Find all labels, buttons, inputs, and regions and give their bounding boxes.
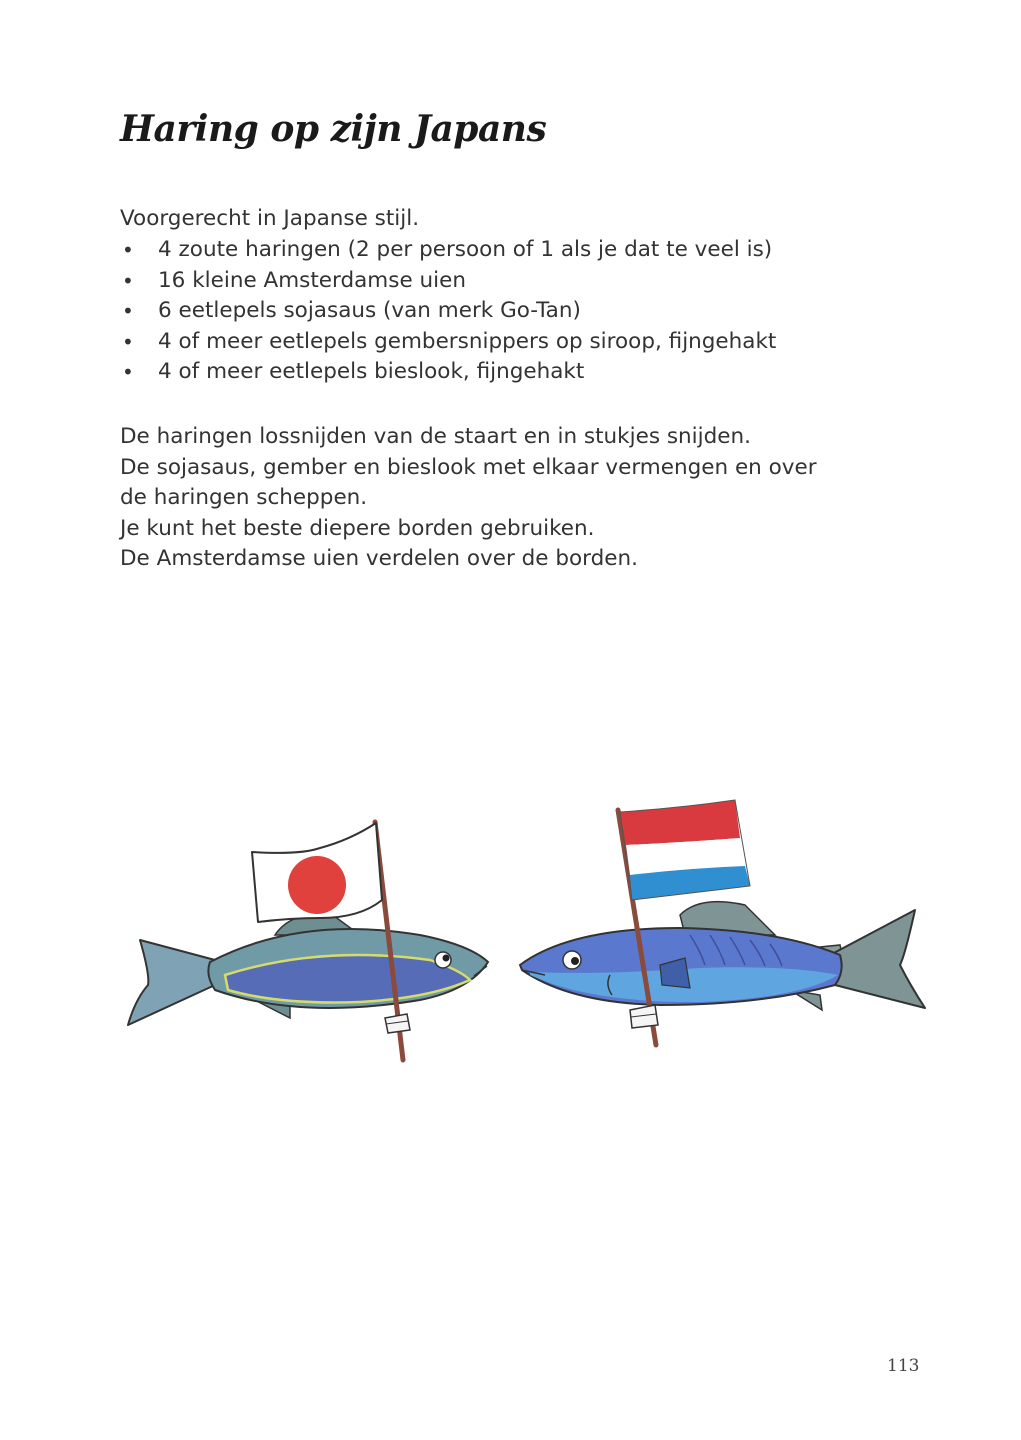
- ingredient-text: 4 zoute haringen (2 per persoon of 1 als je dat te veel is): [158, 237, 773, 262]
- instruction-line: De sojasaus, gember en bieslook met elkaar vermengen en over: [120, 454, 817, 480]
- list-item: [120, 235, 776, 266]
- bullet-icon: •: [122, 238, 134, 262]
- fish-illustration: [120, 790, 940, 1070]
- ingredient-text: 16 kleine Amsterdamse uien: [158, 267, 466, 293]
- instruction-line: De haringen lossnijden van de staart en in stukjes snijden.: [120, 424, 751, 449]
- instruction-line: de haringen scheppen.: [120, 485, 368, 511]
- ingredient-list: [120, 235, 776, 388]
- bullet-icon: •: [122, 299, 134, 324]
- bullet-icon: •: [122, 360, 134, 385]
- list-item: [120, 327, 776, 358]
- bullet-icon: •: [122, 329, 134, 354]
- page-number: 113: [887, 1356, 920, 1376]
- intro-text: Voorgerecht in Japanse stijl.: [120, 206, 420, 231]
- ingredient-text: 4 of meer eetlepels bieslook, fijngehakt: [158, 359, 585, 385]
- list-item: [120, 357, 776, 388]
- instruction-line: De Amsterdamse uien verdelen over de borden.: [120, 546, 638, 572]
- dutch-fish-icon: [520, 902, 925, 1010]
- instructions: [120, 422, 950, 575]
- instruction-line: Je kunt het beste diepere borden gebruiken.: [120, 515, 595, 541]
- japanese-fish-icon: [128, 913, 488, 1025]
- list-item: [120, 296, 776, 327]
- bullet-icon: •: [122, 268, 134, 293]
- ingredient-text: 4 of meer eetlepels gembersnippers op siroop, fijngehakt: [158, 328, 777, 354]
- ingredient-text: 6 eetlepels sojasaus (van merk Go-Tan): [158, 298, 581, 324]
- list-item: [120, 266, 776, 297]
- page-title: Haring op zijn Japans: [120, 108, 547, 150]
